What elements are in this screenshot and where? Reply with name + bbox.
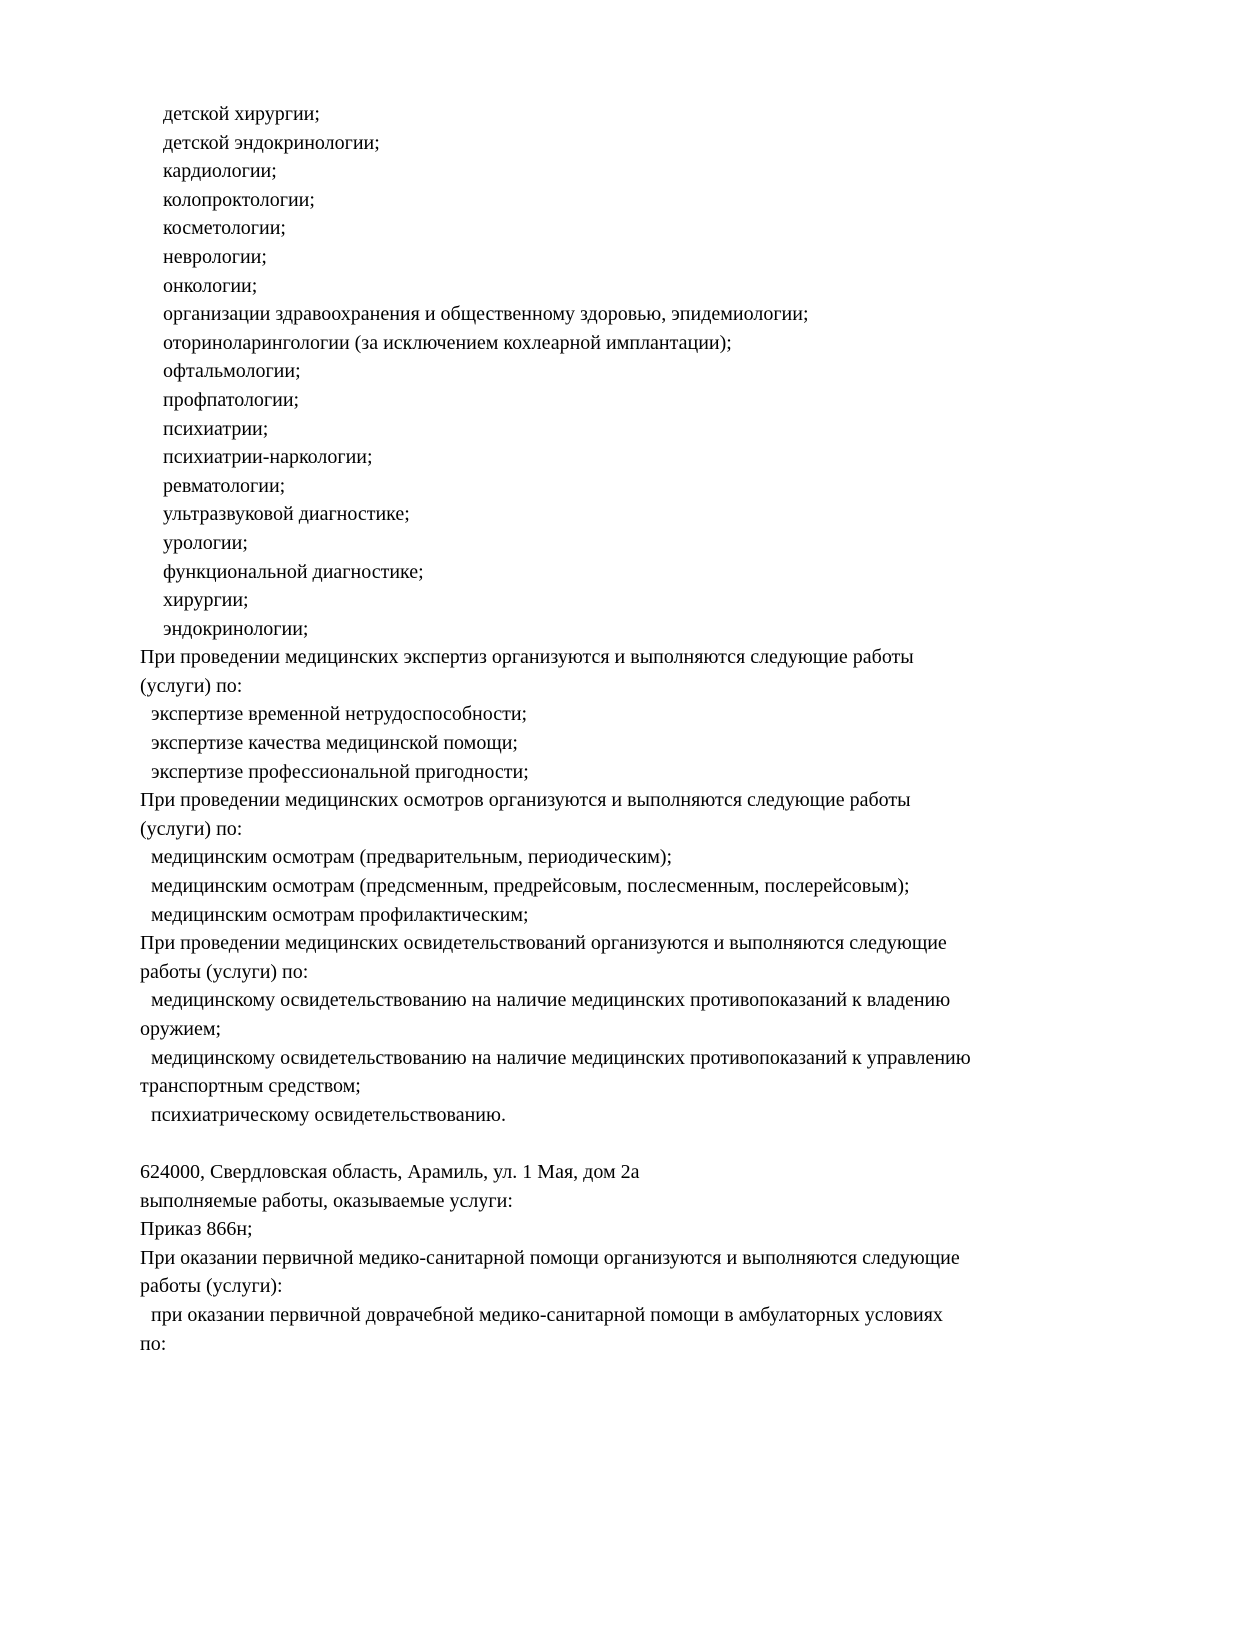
- document-line: психиатрии;: [163, 417, 269, 440]
- document-line: по:: [140, 1332, 167, 1355]
- document-line: психиатрическому освидетельствованию.: [151, 1103, 506, 1126]
- document-line: ревматологии;: [163, 474, 286, 497]
- document-line: экспертизе качества медицинской помощи;: [151, 732, 518, 755]
- document-line: детской хирургии;: [163, 103, 320, 125]
- document-line: 624000, Свердловская область, Арамиль, ул. 1 Мая, дом 2а: [140, 1160, 640, 1183]
- document-line: При проведении медицинских осмотров организуются и выполняются следующие работы: [140, 789, 911, 812]
- document-line: косметологии;: [163, 217, 286, 240]
- document-line: При оказании первичной медико-санитарной помощи организуются и выполняются следующие: [140, 1246, 960, 1269]
- document-line: онкологии;: [163, 274, 258, 297]
- document-body: [140, 100, 1120, 1358]
- document-line: медицинским осмотрам (предварительным, периодическим);: [151, 846, 673, 869]
- document-line: (услуги) по:: [140, 674, 243, 697]
- document-line: при оказании первичной доврачебной медико-санитарной помощи в амбулаторных условиях: [151, 1303, 943, 1326]
- document-line: транспортным средством;: [140, 1075, 361, 1098]
- document-line: (услуги) по:: [140, 817, 243, 840]
- document-line: выполняемые работы, оказываемые услуги:: [140, 1189, 513, 1212]
- document-line: При проведении медицинских освидетельствований организуются и выполняются следующие: [140, 932, 947, 955]
- document-line: оружием;: [140, 1018, 222, 1040]
- document-line: медицинскому освидетельствованию на наличие медицинских противопоказаний к управлению: [151, 1046, 971, 1069]
- document-line: медицинским осмотрам (предсменным, предрейсовым, послесменным, послерейсовым);: [151, 875, 910, 898]
- document-line: экспертизе временной нетрудоспособности;: [151, 703, 528, 726]
- document-line: экспертизе профессиональной пригодности;: [151, 760, 529, 783]
- document-line: работы (услуги) по:: [140, 960, 309, 983]
- document-line: Приказ 866н;: [140, 1218, 253, 1241]
- document-line: офтальмологии;: [163, 360, 301, 383]
- document-line: кардиологии;: [163, 160, 277, 183]
- document-line: психиатрии-наркологии;: [163, 446, 373, 469]
- document-line: хирургии;: [163, 589, 249, 612]
- document-line: эндокринологии;: [163, 617, 309, 640]
- document-line: детской эндокринологии;: [163, 131, 380, 154]
- document-line: урологии;: [163, 531, 248, 554]
- document-line: организации здравоохранения и общественному здоровью, эпидемиологии;: [163, 303, 809, 326]
- document-line: медицинским осмотрам профилактическим;: [151, 903, 529, 926]
- document-line: работы (услуги):: [140, 1275, 283, 1298]
- document-line: колопроктологии;: [163, 188, 315, 211]
- document-line: ультразвуковой диагностике;: [163, 503, 410, 526]
- document-line: неврологии;: [163, 245, 267, 268]
- document-line: профпатологии;: [163, 388, 300, 411]
- document-line: [140, 1129, 1120, 1158]
- document-line: функциональной диагностике;: [163, 560, 424, 583]
- document-line: При проведении медицинских экспертиз организуются и выполняются следующие работы: [140, 646, 914, 669]
- document-line: оториноларингологии (за исключением кохлеарной имплантации);: [163, 331, 732, 354]
- document-line: медицинскому освидетельствованию на наличие медицинских противопоказаний к владению: [151, 989, 951, 1012]
